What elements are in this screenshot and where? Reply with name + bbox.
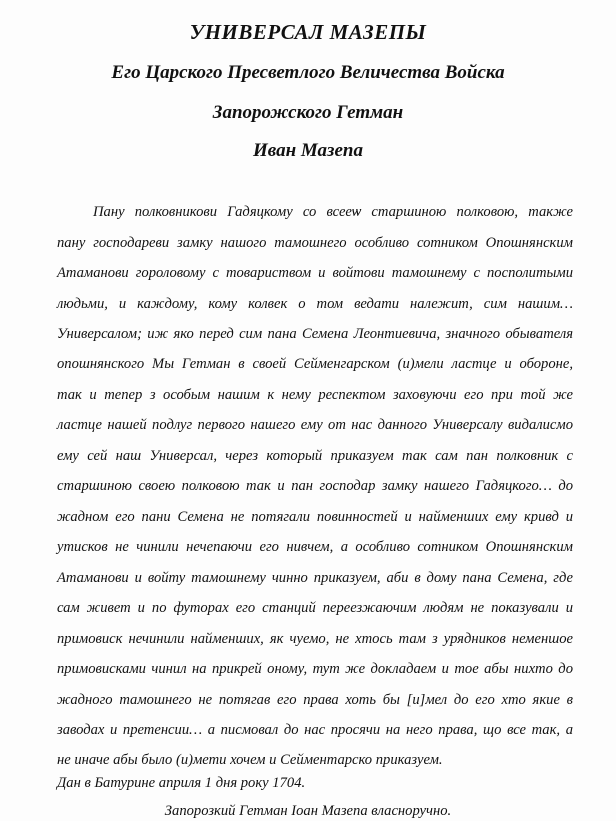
body-line: пану господареви замку нашого тамошнего особливо сотником Опошнянским xyxy=(57,235,573,251)
body-line: жадного тамошнего не потягав его права хоть бы [и]мел до его хто якие в xyxy=(57,692,573,708)
body-line: примовисками чинил на прикрей оному, тут же докладаем и тое абы нихто до xyxy=(57,661,573,677)
body-line: утисков не чинили нечепаючи его нивчем, а особливо сотником Опошнянским xyxy=(57,539,573,555)
body-line: Атаманови гороловому с товариством и войтови тамошнему с посполитыми xyxy=(57,265,573,281)
subtitle-line-2: Его Царского Пресветлого Величества Войска xyxy=(111,62,505,83)
body-line: Пану полковникови Гадяцкому со всееѡ старшиною полковою, также xyxy=(93,204,573,220)
body-line: старшиною своею полковою так и пан господар замку нашего Гадяцкого… до xyxy=(57,478,573,494)
subtitle-line-4: Иван Мазепа xyxy=(253,140,363,161)
body-line: ему сей наш Универсал, через который приказуем так сам пан полковник с xyxy=(57,448,573,464)
body-line: людьми, и каждому, кому колвек о том ведати належит, сим нашим… xyxy=(57,296,573,312)
body-line: жадном его пани Семена не потягали повинностей и найменших ему кривд и xyxy=(57,509,573,525)
body-line: не иначе абы было (и)мети хочем и Сейментарско приказуем. xyxy=(57,752,443,768)
body-line: заводах и претенсии… а писмовал до нас просячи на него права, що все так, а xyxy=(57,722,573,738)
body-line: ластце нашей подлуг первого нашего ему от нас данного Универсалу видалисмо xyxy=(57,417,573,433)
body-line: сам живет и по футорах его станций переезжаючим людям не показували и xyxy=(57,600,573,616)
body-line: примовиск нечинили найменших, як чуемо, не хтось там з урядников неменшое xyxy=(57,631,573,647)
body-line: так и тепер з особым нашим к нему респектом заховуючи его при той же xyxy=(57,387,573,403)
body-line: Универсалом; иж яко перед сим пана Семена Леонтиевича, значного обывателя xyxy=(57,326,573,342)
document-date: Дан в Батурине априля 1 дня року 1704. xyxy=(57,775,306,791)
body-line: Атаманови и войту тамошнему чинно приказуем, аби в дому пана Семена, где xyxy=(57,570,573,586)
subtitle-line-3: Запорожского Гетман xyxy=(212,102,404,123)
body-line: опошнянского Мы Гетман в своей Сейменгарском (и)мели ластце и обороне, xyxy=(57,356,573,372)
document-title: УНИВЕРСАЛ МАЗЕПЫ xyxy=(189,20,427,44)
signature: Запорозкий Гетман Іоан Мазепа власноручно. xyxy=(164,803,452,819)
